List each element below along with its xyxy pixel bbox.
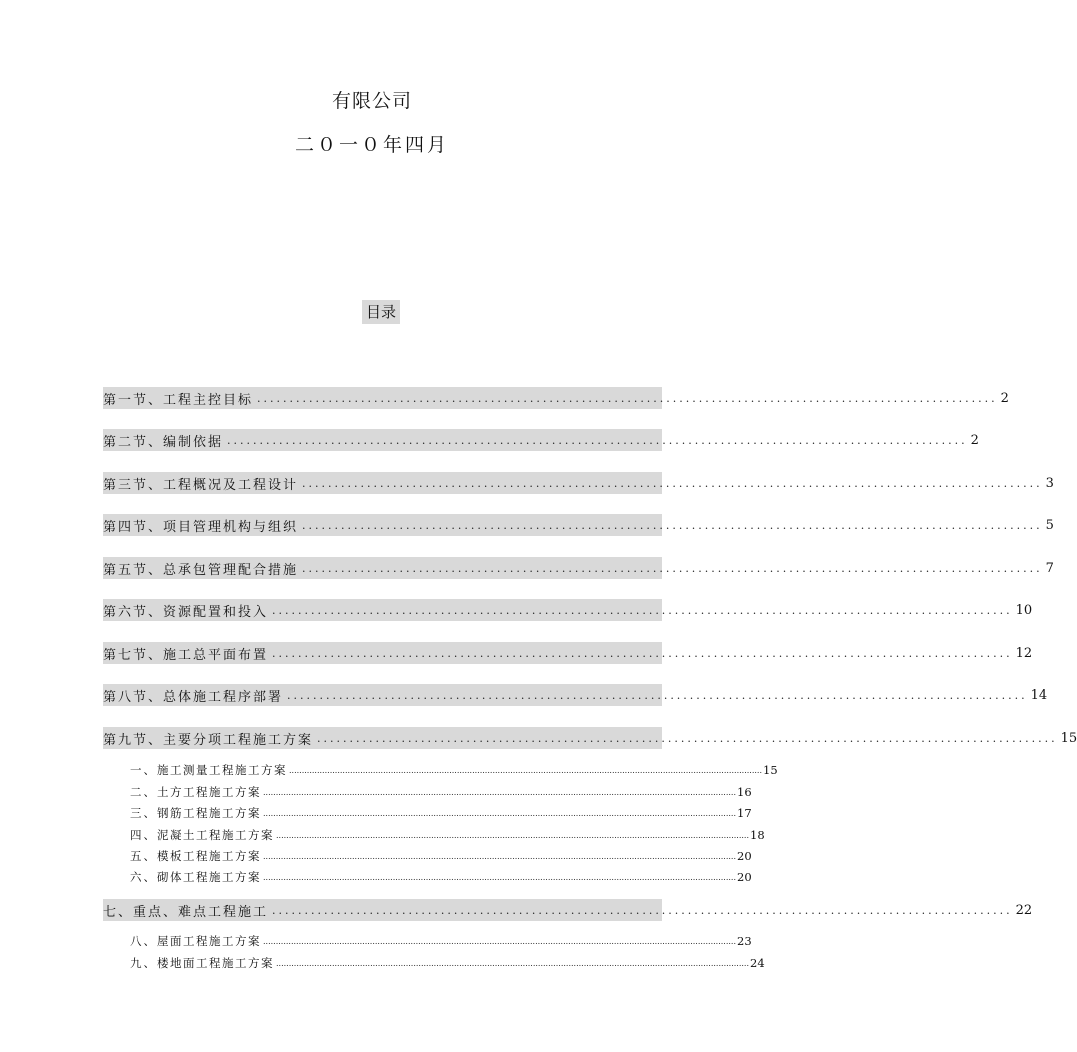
toc-subentry-page: 20: [737, 849, 752, 863]
toc-leader: ..................................................................................................................: [287, 688, 1028, 702]
toc-subentry[interactable]: [130, 804, 752, 822]
toc-subentry[interactable]: [130, 826, 765, 844]
toc-entry[interactable]: [103, 472, 1054, 494]
toc-subentry-label: 屋面工程施工方案: [157, 934, 261, 948]
toc-entry-label: 第八节、总体施工程序部署: [103, 689, 284, 705]
toc-subentry-number: 四、: [130, 828, 157, 842]
toc-subentry[interactable]: [130, 847, 752, 865]
toc-subentry[interactable]: [130, 868, 752, 886]
toc-leader: ..........................................................................................................................................................................................: [263, 851, 736, 861]
toc-subentry-page: 23: [737, 934, 752, 948]
toc-leader: ..........................................................................................................................................................................................: [263, 808, 736, 818]
toc-leader: ..........................................................................................................................................................................................: [263, 787, 736, 797]
toc-subentry-label: 钢筋工程施工方案: [157, 806, 261, 820]
toc-entry-page: 10: [1015, 602, 1033, 618]
toc-leader: ..................................................................................................................: [272, 646, 1013, 660]
toc-entry-page: 5: [1045, 517, 1054, 533]
toc-entry-label: 第五节、总承包管理配合措施: [103, 562, 299, 578]
toc-subentry-number: 六、: [130, 870, 157, 884]
toc-entry-label: 第二节、编制依据: [103, 434, 224, 450]
toc-leader: ..........................................................................................................................................................................................: [263, 872, 736, 882]
toc-leader: ..........................................................................................................................................................................................: [276, 830, 749, 840]
toc-subentry-number: 一、: [130, 763, 157, 777]
toc-entry-label: 第四节、项目管理机构与组织: [103, 519, 299, 535]
toc-subentry[interactable]: [130, 783, 752, 801]
toc-subentry-label: 泥凝土工程施工方案: [157, 828, 274, 842]
toc-entry-page: 2: [1000, 390, 1009, 406]
toc-entry-page: 12: [1015, 645, 1033, 661]
toc-leader: ..................................................................................................................: [227, 433, 968, 447]
toc-subentry-label: 施工测量工程施工方案: [157, 763, 287, 777]
toc-entry-page: 22: [1015, 902, 1033, 918]
toc-subentry-page: 20: [737, 870, 752, 884]
toc-entry[interactable]: [103, 642, 1033, 664]
toc-leader: ..................................................................................................................: [272, 903, 1013, 917]
toc-entry-label: 第三节、工程概况及工程设计: [103, 477, 299, 493]
toc-entry[interactable]: [103, 599, 1033, 621]
toc-subentry-label: 砌体工程施工方案: [157, 870, 261, 884]
toc-entry[interactable]: [103, 899, 1033, 921]
toc-entry-label: 第九节、主要分项工程施工方案: [103, 732, 314, 748]
toc-entry-page: 14: [1030, 687, 1048, 703]
toc-leader: ..................................................................................................................: [272, 603, 1013, 617]
toc-subentry-number: 五、: [130, 849, 157, 863]
toc-subentry-number: 三、: [130, 806, 157, 820]
toc-leader: ..........................................................................................................................................................................................: [289, 765, 762, 775]
toc-entry-page: 15: [1060, 730, 1077, 746]
toc-title: 目录: [362, 300, 400, 324]
toc-entry-label: 第一节、工程主控目标: [103, 392, 254, 408]
toc-leader: ..................................................................................................................: [257, 391, 998, 405]
toc-entry[interactable]: [103, 387, 1009, 409]
toc-subentry-page: 16: [737, 785, 752, 799]
toc-subentry-page: 24: [750, 956, 765, 970]
toc-leader: ..........................................................................................................................................................................................: [276, 958, 749, 968]
toc-subentry-page: 15: [763, 763, 778, 777]
toc-leader: ..................................................................................................................: [317, 731, 1058, 745]
toc-subentry-label: 模板工程施工方案: [157, 849, 261, 863]
document-date: 二０一０年四月: [294, 134, 449, 156]
toc-subentry[interactable]: [130, 761, 778, 779]
toc-entry-label: 七、重点、难点工程施工: [103, 904, 269, 920]
toc-entry-label: 第六节、资源配置和投入: [103, 604, 269, 620]
toc-leader: ..................................................................................................................: [302, 561, 1043, 575]
toc-entry[interactable]: [103, 727, 1077, 749]
toc-leader: ..........................................................................................................................................................................................: [263, 936, 736, 946]
toc-subentry-label: 土方工程施工方案: [157, 785, 261, 799]
toc-subentry-label: 楼地面工程施工方案: [157, 956, 274, 970]
company-name: 有限公司: [331, 90, 412, 112]
toc-subentry[interactable]: [130, 932, 752, 950]
toc-subentry-number: 二、: [130, 785, 157, 799]
toc-entry[interactable]: [103, 684, 1048, 706]
toc-entry-page: 7: [1045, 560, 1054, 576]
toc-entry[interactable]: [103, 429, 979, 451]
toc-leader: ..................................................................................................................: [302, 518, 1043, 532]
toc-subentry-page: 18: [750, 828, 765, 842]
toc-subentry-number: 八、: [130, 934, 157, 948]
toc-subentry[interactable]: [130, 954, 765, 972]
toc-entry-label: 第七节、施工总平面布置: [103, 647, 269, 663]
toc-subentry-page: 17: [737, 806, 752, 820]
toc-entry-page: 2: [970, 432, 979, 448]
toc-entry-page: 3: [1045, 475, 1054, 491]
toc-entry[interactable]: [103, 557, 1054, 579]
toc-subentry-number: 九、: [130, 956, 157, 970]
toc-leader: ..................................................................................................................: [302, 476, 1043, 490]
toc-entry[interactable]: [103, 514, 1054, 536]
